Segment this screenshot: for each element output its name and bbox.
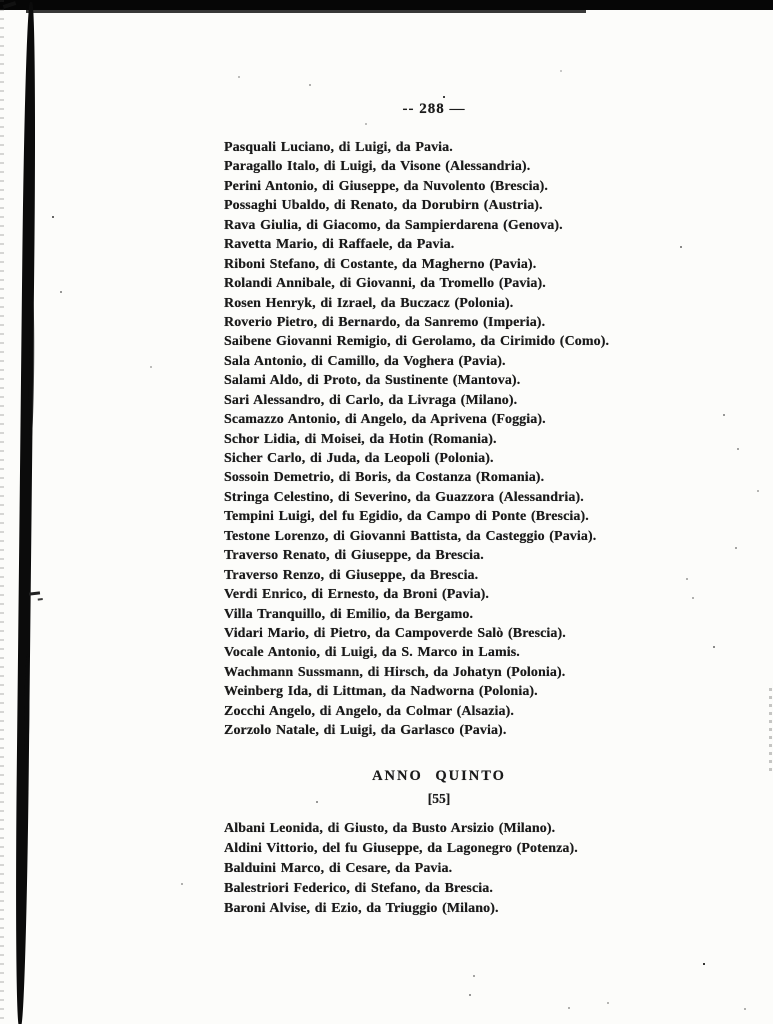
section-count: [55]	[427, 791, 451, 806]
entry-line: Albani Leonida, di Giusto, da Busto Arsizio (Milano).	[224, 821, 556, 836]
entry-line: Verdi Enrico, di Ernesto, da Broni (Pavia).	[224, 587, 490, 603]
entry-line: Sala Antonio, di Camillo, da Voghera (Pavia).	[224, 353, 506, 369]
entry-line: Weinberg Ida, di Littman, da Nadworna (Polonia).	[224, 684, 538, 700]
entry-line: Wachmann Sussmann, di Hirsch, da Johatyn (Polonia).	[224, 664, 566, 680]
entry-line: Sari Alessandro, di Carlo, da Livraga (Milano).	[224, 392, 518, 408]
entry-list-anno-quinto	[224, 819, 578, 919]
scan-specks-artifact	[0, 0, 2, 2]
entry-line: Rosen Henryk, di Izrael, da Buczacz (Polonia).	[224, 295, 514, 311]
entry-line: Pasquali Luciano, di Luigi, da Pavia.	[224, 140, 453, 155]
entry-line: Schor Lidia, di Moisei, da Hotin (Romania).	[224, 431, 497, 447]
entry-line: Rava Giulia, di Giacomo, da Sampierdarena (Genova).	[224, 217, 563, 233]
entry-line: Paragallo Italo, di Luigi, da Visone (Alessandria).	[224, 159, 531, 175]
entry-line: Baroni Alvise, di Ezio, da Triuggio (Milano).	[224, 901, 499, 916]
entry-line: Saibene Giovanni Remigio, di Gerolamo, da Cirimido (Como).	[224, 334, 610, 350]
entry-line: Scamazzo Antonio, di Angelo, da Aprivena (Foggia).	[224, 412, 546, 428]
entry-line: Vocale Antonio, di Luigi, da S. Marco in Lamis.	[224, 645, 520, 661]
scan-margin-mark-artifact	[29, 591, 40, 595]
entry-line: Roverio Pietro, di Bernardo, da Sanremo (Imperia).	[224, 314, 546, 330]
entry-line: Possaghi Ubaldo, di Renato, da Dorubirn (Austria).	[224, 198, 543, 214]
entry-line: Rolandi Annibale, di Giovanni, da Tromello (Pavia).	[224, 276, 546, 292]
entry-line: Testone Lorenzo, di Giovanni Battista, da Casteggio (Pavia).	[224, 528, 597, 544]
entry-line: Balestriori Federico, di Stefano, da Brescia.	[224, 881, 493, 896]
entry-line: Balduini Marco, di Cesare, da Pavia.	[224, 861, 453, 876]
entry-line: Ravetta Mario, di Raffaele, da Pavia.	[224, 237, 455, 253]
scan-edge-top-artifact	[0, 0, 773, 10]
scan-right-noise-artifact	[769, 688, 772, 772]
scan-binding-edge-artifact	[14, 2, 37, 1024]
entry-line: Sicher Carlo, di Juda, da Leopoli (Polonia).	[224, 451, 494, 466]
entry-line: Villa Tranquillo, di Emilio, da Bergamo.	[224, 606, 474, 622]
entry-line: Aldini Vittorio, del fu Giuseppe, da Lagonegro (Potenza).	[224, 841, 578, 856]
page-number: -- 288 —	[402, 101, 466, 117]
section-title: ANNO QUINTO	[372, 768, 506, 784]
entry-line: Perini Antonio, di Giuseppe, da Nuvolento (Brescia).	[224, 178, 549, 194]
entry-list-continued	[224, 138, 609, 741]
entry-line: Traverso Renato, di Giuseppe, da Brescia.	[224, 548, 484, 564]
entry-line: Zocchi Angelo, di Angelo, da Colmar (Alsazia).	[224, 703, 514, 719]
entry-line: Zorzolo Natale, di Luigi, da Garlasco (Pavia).	[224, 723, 507, 739]
entry-line: Tempini Luigi, del fu Egidio, da Campo di Ponte (Brescia).	[224, 509, 589, 525]
entry-line: Vidari Mario, di Pietro, da Campoverde Salò (Brescia).	[224, 625, 566, 641]
scan-left-noise-artifact	[0, 0, 4, 1024]
entry-line: Riboni Stefano, di Costante, da Magherno (Pavia).	[224, 256, 537, 272]
entry-line: Stringa Celestino, di Severino, da Guazzora (Alessandria).	[224, 489, 584, 505]
entry-line: Salami Aldo, di Proto, da Sustinente (Mantova).	[224, 373, 521, 389]
entry-line: Sossoin Demetrio, di Boris, da Costanza (Romania).	[224, 470, 545, 486]
entry-line: Traverso Renzo, di Giuseppe, da Brescia.	[224, 567, 479, 583]
